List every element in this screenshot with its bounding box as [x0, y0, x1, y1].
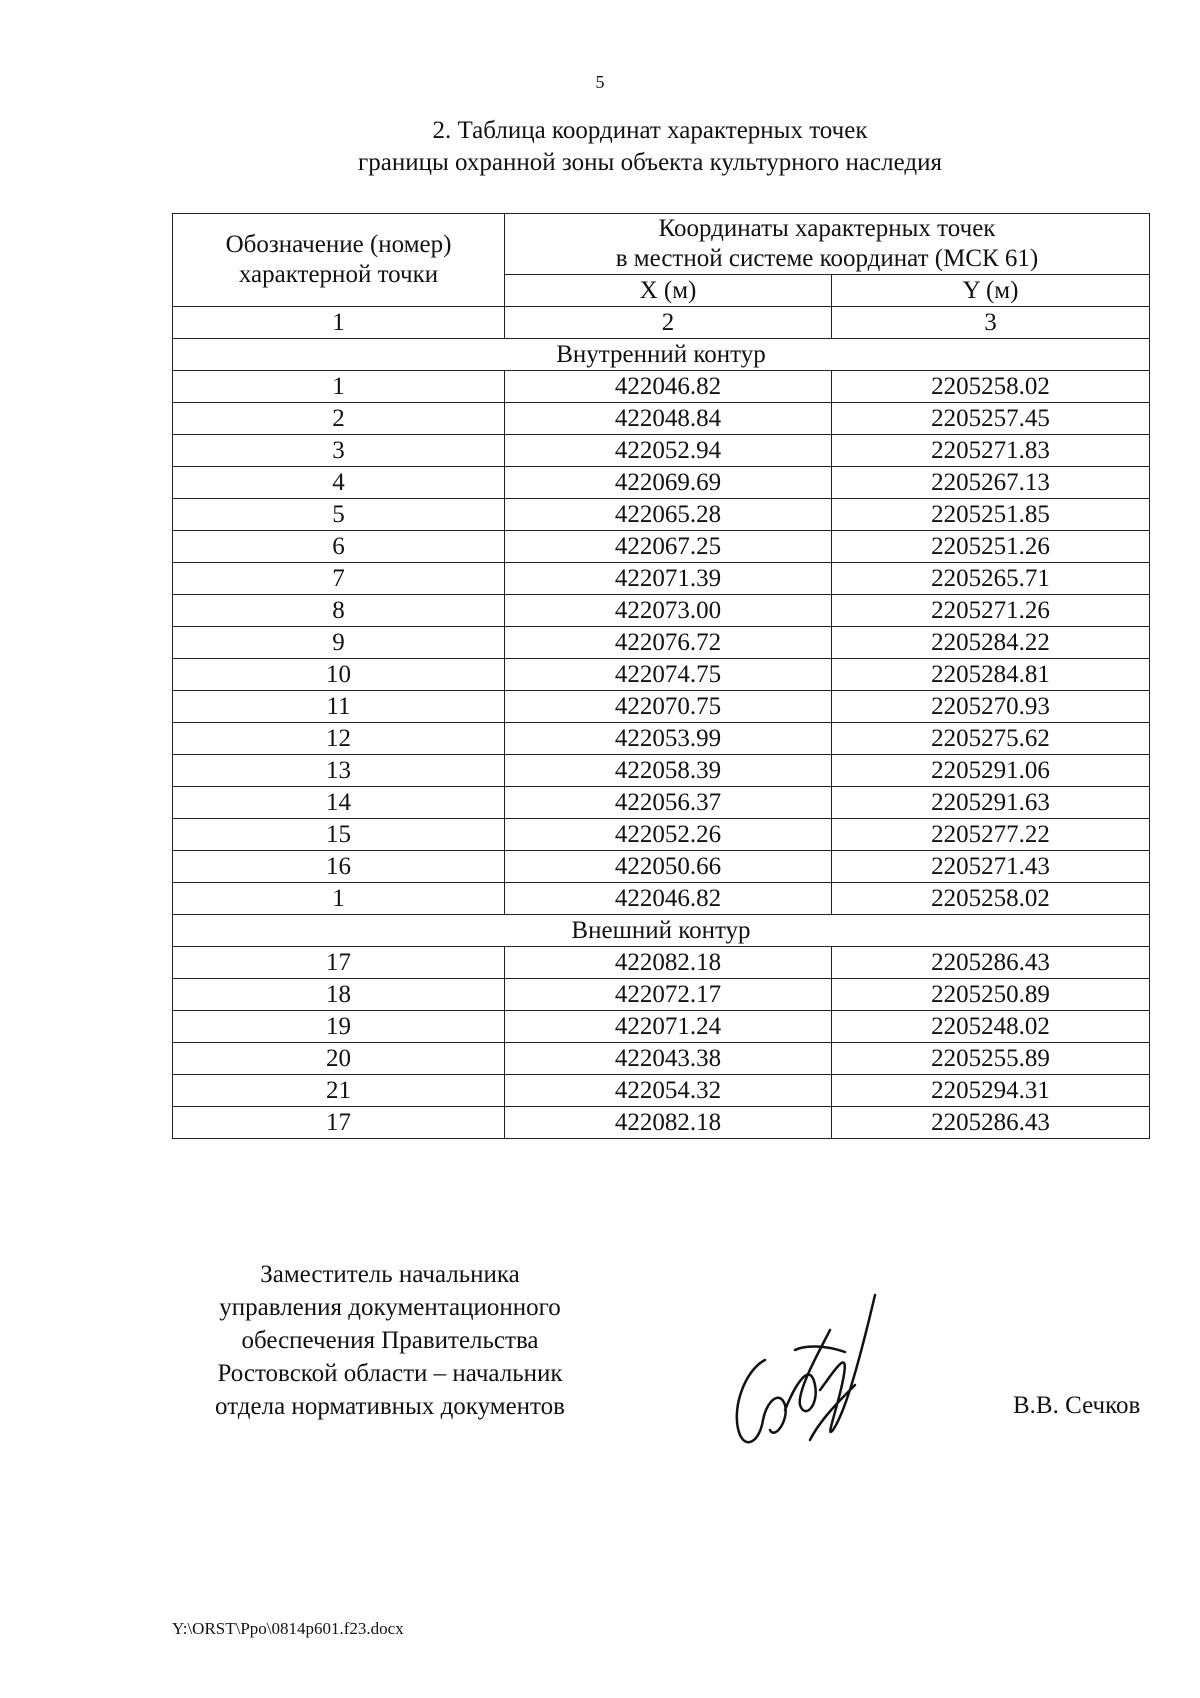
- x-coordinate: 422071.24: [505, 1011, 832, 1043]
- table-row: [173, 947, 1150, 979]
- y-coordinate: 2205255.89: [832, 1043, 1150, 1075]
- column-number-3: 3: [832, 307, 1150, 339]
- header-coords-line-1: Координаты характерных точек: [658, 215, 996, 242]
- point-number: 17: [173, 947, 505, 979]
- header-y: Y (м): [832, 275, 1150, 307]
- table-row: [173, 851, 1150, 883]
- y-coordinate: 2205251.85: [832, 499, 1150, 531]
- signatory-position: [180, 1258, 600, 1423]
- point-number: 6: [173, 531, 505, 563]
- x-coordinate: 422082.18: [505, 1107, 832, 1139]
- y-coordinate: 2205275.62: [832, 723, 1150, 755]
- x-coordinate: 422067.25: [505, 531, 832, 563]
- x-coordinate: 422050.66: [505, 851, 832, 883]
- table-row: [173, 1011, 1150, 1043]
- x-coordinate: 422052.26: [505, 819, 832, 851]
- header-coords-line-2: в местной системе координат (МСК 61): [615, 245, 1039, 272]
- point-number: 21: [173, 1075, 505, 1107]
- y-coordinate: 2205286.43: [832, 947, 1150, 979]
- y-coordinate: 2205291.63: [832, 787, 1150, 819]
- contour-section-label: Внешний контур: [173, 915, 1150, 947]
- point-number: 20: [173, 1043, 505, 1075]
- signatory-line: обеспечения Правительства: [241, 1327, 539, 1354]
- x-coordinate: 422046.82: [505, 371, 832, 403]
- x-coordinate: 422069.69: [505, 467, 832, 499]
- handwritten-signature: [725, 1290, 885, 1460]
- y-coordinate: 2205286.43: [832, 1107, 1150, 1139]
- x-coordinate: 422053.99: [505, 723, 832, 755]
- x-coordinate: 422052.94: [505, 435, 832, 467]
- header-coordinates: [505, 214, 1150, 275]
- x-coordinate: 422073.00: [505, 595, 832, 627]
- table-row: [173, 659, 1150, 691]
- x-coordinate: 422048.84: [505, 403, 832, 435]
- table-row: [173, 819, 1150, 851]
- point-number: 12: [173, 723, 505, 755]
- title-line-2: границы охранной зоны объекта культурного наследия: [358, 149, 942, 176]
- point-number: 19: [173, 1011, 505, 1043]
- table-row: [173, 403, 1150, 435]
- point-number: 5: [173, 499, 505, 531]
- y-coordinate: 2205294.31: [832, 1075, 1150, 1107]
- table-row: [173, 1075, 1150, 1107]
- y-coordinate: 2205250.89: [832, 979, 1150, 1011]
- table-row: [173, 499, 1150, 531]
- x-coordinate: 422054.32: [505, 1075, 832, 1107]
- table-row: [173, 755, 1150, 787]
- x-coordinate: 422076.72: [505, 627, 832, 659]
- y-coordinate: 2205284.22: [832, 627, 1150, 659]
- y-coordinate: 2205284.81: [832, 659, 1150, 691]
- table-row: [173, 435, 1150, 467]
- column-number-2: 2: [505, 307, 832, 339]
- point-number: 4: [173, 467, 505, 499]
- table-row: [173, 1043, 1150, 1075]
- point-number: 1: [173, 371, 505, 403]
- x-coordinate: 422072.17: [505, 979, 832, 1011]
- coordinates-table: [172, 213, 1150, 1139]
- y-coordinate: 2205271.43: [832, 851, 1150, 883]
- header-point-designation: [173, 214, 505, 307]
- y-coordinate: 2205291.06: [832, 755, 1150, 787]
- y-coordinate: 2205270.93: [832, 691, 1150, 723]
- table-row: [173, 1107, 1150, 1139]
- point-number: 9: [173, 627, 505, 659]
- point-number: 2: [173, 403, 505, 435]
- header-point-line-1: Обозначение (номер): [225, 231, 452, 258]
- point-number: 18: [173, 979, 505, 1011]
- signatory-line: управления документационного: [219, 1294, 561, 1321]
- table-row: [173, 371, 1150, 403]
- point-number: 13: [173, 755, 505, 787]
- table-row: [173, 467, 1150, 499]
- column-number-1: 1: [173, 307, 505, 339]
- y-coordinate: 2205258.02: [832, 371, 1150, 403]
- x-coordinate: 422082.18: [505, 947, 832, 979]
- y-coordinate: 2205265.71: [832, 563, 1150, 595]
- point-number: 11: [173, 691, 505, 723]
- y-coordinate: 2205277.22: [832, 819, 1150, 851]
- title-line-1: 2. Таблица координат характерных точек: [432, 117, 868, 144]
- table-row: [173, 563, 1150, 595]
- x-coordinate: 422046.82: [505, 883, 832, 915]
- page-number: 5: [595, 72, 605, 92]
- table-row: [173, 723, 1150, 755]
- header-x: X (м): [505, 275, 832, 307]
- table-row: [173, 595, 1150, 627]
- document-title: [0, 115, 1200, 179]
- x-coordinate: 422071.39: [505, 563, 832, 595]
- table-row: [173, 531, 1150, 563]
- contour-section-label: Внутренний контур: [173, 339, 1150, 371]
- table-row: [173, 627, 1150, 659]
- x-coordinate: 422074.75: [505, 659, 832, 691]
- y-coordinate: 2205257.45: [832, 403, 1150, 435]
- table-row: [173, 883, 1150, 915]
- table-row: [173, 979, 1150, 1011]
- table-row: [173, 787, 1150, 819]
- point-number: 3: [173, 435, 505, 467]
- y-coordinate: 2205267.13: [832, 467, 1150, 499]
- x-coordinate: 422070.75: [505, 691, 832, 723]
- point-number: 1: [173, 883, 505, 915]
- point-number: 14: [173, 787, 505, 819]
- signatory-line: отдела нормативных документов: [215, 1393, 565, 1420]
- x-coordinate: 422043.38: [505, 1043, 832, 1075]
- point-number: 10: [173, 659, 505, 691]
- point-number: 8: [173, 595, 505, 627]
- signatory-name: В.В. Сечков: [1013, 1392, 1141, 1419]
- x-coordinate: 422056.37: [505, 787, 832, 819]
- signatory-line: Заместитель начальника: [260, 1261, 520, 1288]
- x-coordinate: 422065.28: [505, 499, 832, 531]
- table-row: [173, 691, 1150, 723]
- y-coordinate: 2205271.83: [832, 435, 1150, 467]
- file-path: Y:\ORST\Ppo\0814p601.f23.docx: [172, 1619, 404, 1638]
- point-number: 7: [173, 563, 505, 595]
- y-coordinate: 2205248.02: [832, 1011, 1150, 1043]
- point-number: 17: [173, 1107, 505, 1139]
- point-number: 16: [173, 851, 505, 883]
- y-coordinate: 2205258.02: [832, 883, 1150, 915]
- point-number: 15: [173, 819, 505, 851]
- x-coordinate: 422058.39: [505, 755, 832, 787]
- signatory-line: Ростовской области – начальник: [217, 1360, 563, 1387]
- y-coordinate: 2205251.26: [832, 531, 1150, 563]
- y-coordinate: 2205271.26: [832, 595, 1150, 627]
- header-point-line-2: характерной точки: [238, 261, 439, 288]
